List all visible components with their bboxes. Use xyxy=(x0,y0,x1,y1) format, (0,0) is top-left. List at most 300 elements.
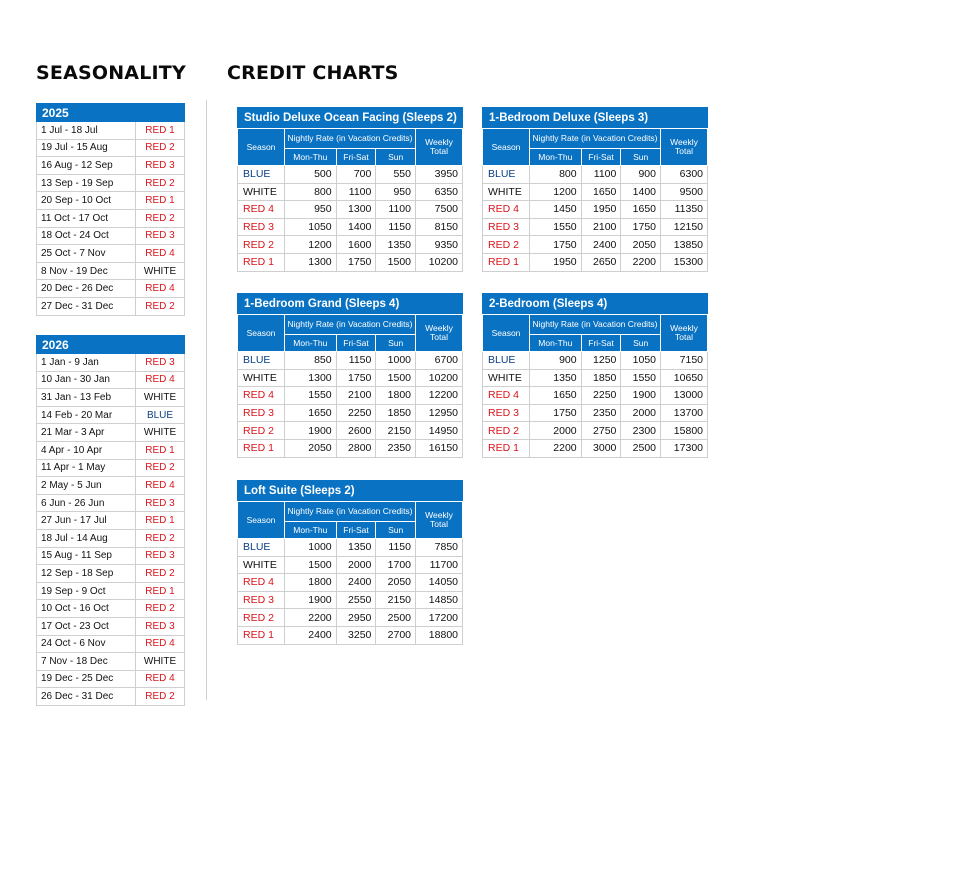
season-label: RED 3 xyxy=(136,617,185,635)
chart-title: 1-Bedroom Deluxe (Sleeps 3) xyxy=(483,108,708,129)
date-range: 17 Oct - 23 Oct xyxy=(37,617,136,635)
sun-header: Sun xyxy=(376,522,416,539)
season-label: RED 4 xyxy=(136,670,185,688)
fri-sat-value: 1650 xyxy=(581,183,621,201)
fri-sat-value: 1400 xyxy=(336,218,376,236)
season-label: WHITE xyxy=(136,653,185,671)
fri-sat-value: 2350 xyxy=(581,404,621,422)
weekly-total-value: 14950 xyxy=(416,422,463,440)
table-row xyxy=(483,352,708,370)
table-row xyxy=(37,371,185,389)
weekly-total-value: 13850 xyxy=(661,236,708,254)
sun-value: 550 xyxy=(376,166,416,184)
nightly-rate-header: Nightly Rate (in Vacation Credits) xyxy=(530,315,661,335)
table-row xyxy=(37,688,185,706)
season-label: RED 1 xyxy=(483,439,530,457)
season-label: WHITE xyxy=(136,262,185,280)
date-range: 7 Nov - 18 Dec xyxy=(37,653,136,671)
season-label: RED 1 xyxy=(238,626,285,644)
fri-sat-value: 3000 xyxy=(581,439,621,457)
table-row xyxy=(483,369,708,387)
mon-thu-value: 1300 xyxy=(285,253,337,271)
season-label: RED 4 xyxy=(136,635,185,653)
season-label: WHITE xyxy=(483,183,530,201)
season-label: RED 2 xyxy=(136,688,185,706)
fri-sat-value: 2000 xyxy=(336,556,376,574)
weekly-total-value: 6300 xyxy=(661,166,708,184)
weekly-total-value: 16150 xyxy=(416,439,463,457)
date-range: 21 Mar - 3 Apr xyxy=(37,424,136,442)
season-header: Season xyxy=(238,129,285,166)
season-label: RED 4 xyxy=(483,387,530,405)
table-row xyxy=(37,529,185,547)
sun-value: 2150 xyxy=(376,422,416,440)
date-range: 1 Jan - 9 Jan xyxy=(37,354,136,372)
table-row xyxy=(238,609,463,627)
chart-title: 1-Bedroom Grand (Sleeps 4) xyxy=(238,294,463,315)
season-label: WHITE xyxy=(238,183,285,201)
chart-title: 2-Bedroom (Sleeps 4) xyxy=(483,294,708,315)
season-label: RED 3 xyxy=(136,354,185,372)
table-row xyxy=(37,494,185,512)
season-label: RED 2 xyxy=(238,422,285,440)
sun-value: 2000 xyxy=(621,404,661,422)
fri-sat-value: 2550 xyxy=(336,591,376,609)
table-row xyxy=(238,218,463,236)
nightly-rate-header: Nightly Rate (in Vacation Credits) xyxy=(285,129,416,149)
seasonality-table-2026 xyxy=(36,335,185,706)
date-range: 14 Feb - 20 Mar xyxy=(37,406,136,424)
table-row xyxy=(37,280,185,298)
mon-thu-value: 1450 xyxy=(530,201,582,219)
season-label: RED 3 xyxy=(136,157,185,175)
season-label: RED 2 xyxy=(136,174,185,192)
season-label: RED 2 xyxy=(238,236,285,254)
credit-charts-heading: CREDIT CHARTS xyxy=(227,62,399,84)
table-row xyxy=(483,387,708,405)
sun-value: 2350 xyxy=(376,439,416,457)
weekly-total-value: 7500 xyxy=(416,201,463,219)
table-row xyxy=(238,369,463,387)
season-label: RED 4 xyxy=(136,371,185,389)
table-row xyxy=(238,439,463,457)
fri-sat-value: 700 xyxy=(336,166,376,184)
sun-value: 2300 xyxy=(621,422,661,440)
mon-thu-value: 1200 xyxy=(285,236,337,254)
table-row xyxy=(37,157,185,175)
chart-title: Studio Deluxe Ocean Facing (Sleeps 2) xyxy=(238,108,463,129)
season-label: WHITE xyxy=(238,369,285,387)
sun-value: 1100 xyxy=(376,201,416,219)
table-row xyxy=(238,253,463,271)
weekly-total-value: 12950 xyxy=(416,404,463,422)
table-row xyxy=(37,512,185,530)
weekly-total-value: 9350 xyxy=(416,236,463,254)
table-row xyxy=(37,477,185,495)
season-label: RED 2 xyxy=(136,209,185,227)
weekly-total-value: 11350 xyxy=(661,201,708,219)
table-row xyxy=(37,139,185,157)
sun-value: 2050 xyxy=(621,236,661,254)
mon-thu-header: Mon-Thu xyxy=(285,522,337,539)
season-label: RED 2 xyxy=(483,236,530,254)
sun-value: 900 xyxy=(621,166,661,184)
season-label: RED 4 xyxy=(136,477,185,495)
mon-thu-value: 900 xyxy=(530,352,582,370)
date-range: 4 Apr - 10 Apr xyxy=(37,441,136,459)
sun-value: 1150 xyxy=(376,218,416,236)
date-range: 24 Oct - 6 Nov xyxy=(37,635,136,653)
weekly-total-value: 3950 xyxy=(416,166,463,184)
year-label: 2025 xyxy=(37,104,185,122)
season-label: BLUE xyxy=(238,166,285,184)
season-label: RED 4 xyxy=(238,201,285,219)
table-row xyxy=(37,600,185,618)
table-row xyxy=(238,591,463,609)
date-range: 20 Dec - 26 Dec xyxy=(37,280,136,298)
fri-sat-value: 1350 xyxy=(336,539,376,557)
table-row xyxy=(238,352,463,370)
sun-value: 1800 xyxy=(376,387,416,405)
mon-thu-value: 1050 xyxy=(285,218,337,236)
mon-thu-value: 2400 xyxy=(285,626,337,644)
season-label: RED 3 xyxy=(483,218,530,236)
fri-sat-value: 1250 xyxy=(581,352,621,370)
weekly-total-value: 15300 xyxy=(661,253,708,271)
season-label: WHITE xyxy=(136,424,185,442)
sun-value: 1050 xyxy=(621,352,661,370)
mon-thu-value: 2200 xyxy=(285,609,337,627)
season-label: RED 1 xyxy=(238,439,285,457)
credit-chart-loft-suite xyxy=(237,480,463,645)
table-row xyxy=(37,227,185,245)
fri-sat-value: 1750 xyxy=(336,369,376,387)
season-label: BLUE xyxy=(238,352,285,370)
table-row xyxy=(483,218,708,236)
credit-chart-studio-deluxe xyxy=(237,107,463,272)
table-row xyxy=(483,201,708,219)
mon-thu-header: Mon-Thu xyxy=(285,335,337,352)
season-label: RED 2 xyxy=(136,600,185,618)
fri-sat-header: Fri-Sat xyxy=(581,149,621,166)
table-row xyxy=(238,183,463,201)
season-label: RED 4 xyxy=(238,387,285,405)
season-header: Season xyxy=(483,315,530,352)
weekly-total-value: 6350 xyxy=(416,183,463,201)
date-range: 10 Oct - 16 Oct xyxy=(37,600,136,618)
credit-chart-1-bedroom-grand xyxy=(237,293,463,458)
season-label: RED 3 xyxy=(238,591,285,609)
sun-value: 1550 xyxy=(621,369,661,387)
nightly-rate-header: Nightly Rate (in Vacation Credits) xyxy=(530,129,661,149)
sun-header: Sun xyxy=(376,149,416,166)
nightly-rate-header: Nightly Rate (in Vacation Credits) xyxy=(285,502,416,522)
weekly-total-value: 13700 xyxy=(661,404,708,422)
season-header: Season xyxy=(238,315,285,352)
mon-thu-value: 1500 xyxy=(285,556,337,574)
mon-thu-value: 500 xyxy=(285,166,337,184)
weekly-total-value: 12200 xyxy=(416,387,463,405)
sun-value: 2500 xyxy=(376,609,416,627)
table-row xyxy=(238,539,463,557)
date-range: 6 Jun - 26 Jun xyxy=(37,494,136,512)
season-label: RED 3 xyxy=(238,218,285,236)
mon-thu-value: 950 xyxy=(285,201,337,219)
season-label: RED 3 xyxy=(238,404,285,422)
fri-sat-value: 2250 xyxy=(581,387,621,405)
fri-sat-value: 1850 xyxy=(581,369,621,387)
weekly-total-value: 10200 xyxy=(416,253,463,271)
date-range: 12 Sep - 18 Sep xyxy=(37,565,136,583)
weekly-total-value: 15800 xyxy=(661,422,708,440)
season-label: RED 1 xyxy=(238,253,285,271)
fri-sat-value: 3250 xyxy=(336,626,376,644)
fri-sat-value: 2800 xyxy=(336,439,376,457)
table-row xyxy=(483,422,708,440)
table-row xyxy=(37,389,185,407)
table-row xyxy=(483,253,708,271)
mon-thu-value: 2000 xyxy=(530,422,582,440)
season-label: RED 2 xyxy=(238,609,285,627)
mon-thu-value: 1550 xyxy=(530,218,582,236)
table-row xyxy=(483,236,708,254)
table-row xyxy=(238,574,463,592)
sun-value: 1500 xyxy=(376,253,416,271)
season-label: WHITE xyxy=(136,389,185,407)
fri-sat-value: 1600 xyxy=(336,236,376,254)
date-range: 11 Apr - 1 May xyxy=(37,459,136,477)
date-range: 13 Sep - 19 Sep xyxy=(37,174,136,192)
season-label: RED 2 xyxy=(136,459,185,477)
sun-value: 1500 xyxy=(376,369,416,387)
date-range: 19 Jul - 15 Aug xyxy=(37,139,136,157)
season-label: RED 4 xyxy=(136,280,185,298)
mon-thu-value: 1900 xyxy=(285,591,337,609)
date-range: 19 Dec - 25 Dec xyxy=(37,670,136,688)
table-row xyxy=(37,192,185,210)
table-row xyxy=(37,297,185,315)
season-label: RED 4 xyxy=(483,201,530,219)
weekly-total-value: 10200 xyxy=(416,369,463,387)
season-label: RED 1 xyxy=(136,441,185,459)
table-row xyxy=(238,236,463,254)
table-row xyxy=(37,174,185,192)
fri-sat-header: Fri-Sat xyxy=(336,149,376,166)
fri-sat-value: 2750 xyxy=(581,422,621,440)
weekly-total-value: 17300 xyxy=(661,439,708,457)
fri-sat-value: 1300 xyxy=(336,201,376,219)
fri-sat-header: Fri-Sat xyxy=(336,522,376,539)
weekly-total-value: 6700 xyxy=(416,352,463,370)
fri-sat-value: 2400 xyxy=(336,574,376,592)
sun-header: Sun xyxy=(621,335,661,352)
season-label: WHITE xyxy=(483,369,530,387)
fri-sat-value: 2950 xyxy=(336,609,376,627)
date-range: 18 Jul - 14 Aug xyxy=(37,529,136,547)
date-range: 16 Aug - 12 Sep xyxy=(37,157,136,175)
table-row xyxy=(483,439,708,457)
mon-thu-header: Mon-Thu xyxy=(530,335,582,352)
sun-header: Sun xyxy=(376,335,416,352)
table-row xyxy=(37,122,185,140)
mon-thu-value: 1750 xyxy=(530,404,582,422)
mon-thu-value: 1650 xyxy=(530,387,582,405)
table-row xyxy=(37,653,185,671)
date-range: 2 May - 5 Jun xyxy=(37,477,136,495)
weekly-total-value: 14850 xyxy=(416,591,463,609)
sun-value: 1700 xyxy=(376,556,416,574)
weekly-total-value: 12150 xyxy=(661,218,708,236)
date-range: 31 Jan - 13 Feb xyxy=(37,389,136,407)
sun-value: 1350 xyxy=(376,236,416,254)
mon-thu-value: 800 xyxy=(530,166,582,184)
season-label: BLUE xyxy=(238,539,285,557)
weekly-total-value: 7850 xyxy=(416,539,463,557)
mon-thu-header: Mon-Thu xyxy=(530,149,582,166)
sun-value: 1900 xyxy=(621,387,661,405)
sun-value: 1750 xyxy=(621,218,661,236)
season-label: RED 4 xyxy=(238,574,285,592)
mon-thu-value: 1550 xyxy=(285,387,337,405)
chart-title: Loft Suite (Sleeps 2) xyxy=(238,481,463,502)
season-label: RED 2 xyxy=(136,139,185,157)
table-row xyxy=(238,404,463,422)
fri-sat-value: 2100 xyxy=(336,387,376,405)
sun-value: 2200 xyxy=(621,253,661,271)
season-label: RED 3 xyxy=(483,404,530,422)
season-label: RED 1 xyxy=(136,582,185,600)
weekly-total-value: 11700 xyxy=(416,556,463,574)
fri-sat-value: 1950 xyxy=(581,201,621,219)
mon-thu-value: 1650 xyxy=(285,404,337,422)
date-range: 27 Jun - 17 Jul xyxy=(37,512,136,530)
season-header: Season xyxy=(483,129,530,166)
mon-thu-header: Mon-Thu xyxy=(285,149,337,166)
year-label: 2026 xyxy=(37,336,185,354)
sun-value: 1150 xyxy=(376,539,416,557)
season-label: RED 1 xyxy=(136,512,185,530)
mon-thu-value: 1300 xyxy=(285,369,337,387)
date-range: 10 Jan - 30 Jan xyxy=(37,371,136,389)
mon-thu-value: 1350 xyxy=(530,369,582,387)
weekly-total-value: 13000 xyxy=(661,387,708,405)
table-row xyxy=(483,404,708,422)
fri-sat-value: 2100 xyxy=(581,218,621,236)
date-range: 26 Dec - 31 Dec xyxy=(37,688,136,706)
weekly-total-header: Weekly Total xyxy=(661,129,708,166)
fri-sat-value: 2600 xyxy=(336,422,376,440)
weekly-total-value: 8150 xyxy=(416,218,463,236)
date-range: 1 Jul - 18 Jul xyxy=(37,122,136,140)
season-label: RED 2 xyxy=(136,529,185,547)
sun-value: 2500 xyxy=(621,439,661,457)
seasonality-table-2025 xyxy=(36,103,185,316)
weekly-total-value: 17200 xyxy=(416,609,463,627)
fri-sat-value: 2400 xyxy=(581,236,621,254)
weekly-total-header: Weekly Total xyxy=(416,129,463,166)
table-row xyxy=(238,626,463,644)
table-row xyxy=(238,166,463,184)
table-row xyxy=(238,422,463,440)
table-row xyxy=(238,387,463,405)
mon-thu-value: 1750 xyxy=(530,236,582,254)
mon-thu-value: 850 xyxy=(285,352,337,370)
table-row xyxy=(37,354,185,372)
table-row xyxy=(37,245,185,263)
fri-sat-value: 1750 xyxy=(336,253,376,271)
date-range: 11 Oct - 17 Oct xyxy=(37,209,136,227)
table-row xyxy=(37,547,185,565)
mon-thu-value: 1200 xyxy=(530,183,582,201)
season-label: BLUE xyxy=(483,166,530,184)
date-range: 25 Oct - 7 Nov xyxy=(37,245,136,263)
mon-thu-value: 2200 xyxy=(530,439,582,457)
sun-value: 1850 xyxy=(376,404,416,422)
mon-thu-value: 800 xyxy=(285,183,337,201)
season-label: BLUE xyxy=(136,406,185,424)
season-label: RED 2 xyxy=(136,565,185,583)
season-label: RED 2 xyxy=(136,297,185,315)
table-row xyxy=(37,406,185,424)
mon-thu-value: 1950 xyxy=(530,253,582,271)
nightly-rate-header: Nightly Rate (in Vacation Credits) xyxy=(285,315,416,335)
table-row xyxy=(37,209,185,227)
season-label: RED 3 xyxy=(136,494,185,512)
weekly-total-header: Weekly Total xyxy=(416,315,463,352)
weekly-total-value: 7150 xyxy=(661,352,708,370)
season-label: RED 3 xyxy=(136,547,185,565)
season-label: RED 1 xyxy=(136,192,185,210)
date-range: 27 Dec - 31 Dec xyxy=(37,297,136,315)
date-range: 15 Aug - 11 Sep xyxy=(37,547,136,565)
season-header: Season xyxy=(238,502,285,539)
sun-value: 950 xyxy=(376,183,416,201)
date-range: 8 Nov - 19 Dec xyxy=(37,262,136,280)
fri-sat-value: 1100 xyxy=(336,183,376,201)
date-range: 19 Sep - 9 Oct xyxy=(37,582,136,600)
weekly-total-value: 14050 xyxy=(416,574,463,592)
table-row xyxy=(37,582,185,600)
fri-sat-value: 2250 xyxy=(336,404,376,422)
sun-value: 1400 xyxy=(621,183,661,201)
table-row xyxy=(483,166,708,184)
mon-thu-value: 2050 xyxy=(285,439,337,457)
fri-sat-header: Fri-Sat xyxy=(581,335,621,352)
table-row xyxy=(37,565,185,583)
date-range: 20 Sep - 10 Oct xyxy=(37,192,136,210)
fri-sat-value: 2650 xyxy=(581,253,621,271)
season-label: RED 1 xyxy=(136,122,185,140)
weekly-total-value: 18800 xyxy=(416,626,463,644)
weekly-total-header: Weekly Total xyxy=(661,315,708,352)
seasonality-heading: SEASONALITY xyxy=(36,62,186,84)
sun-header: Sun xyxy=(621,149,661,166)
table-row xyxy=(37,441,185,459)
table-row xyxy=(238,556,463,574)
fri-sat-header: Fri-Sat xyxy=(336,335,376,352)
table-row xyxy=(37,635,185,653)
season-label: RED 2 xyxy=(483,422,530,440)
table-row xyxy=(483,183,708,201)
season-label: BLUE xyxy=(483,352,530,370)
column-divider xyxy=(206,100,207,700)
table-row xyxy=(238,201,463,219)
season-label: RED 1 xyxy=(483,253,530,271)
weekly-total-value: 10650 xyxy=(661,369,708,387)
weekly-total-value: 9500 xyxy=(661,183,708,201)
table-row xyxy=(37,459,185,477)
sun-value: 2700 xyxy=(376,626,416,644)
